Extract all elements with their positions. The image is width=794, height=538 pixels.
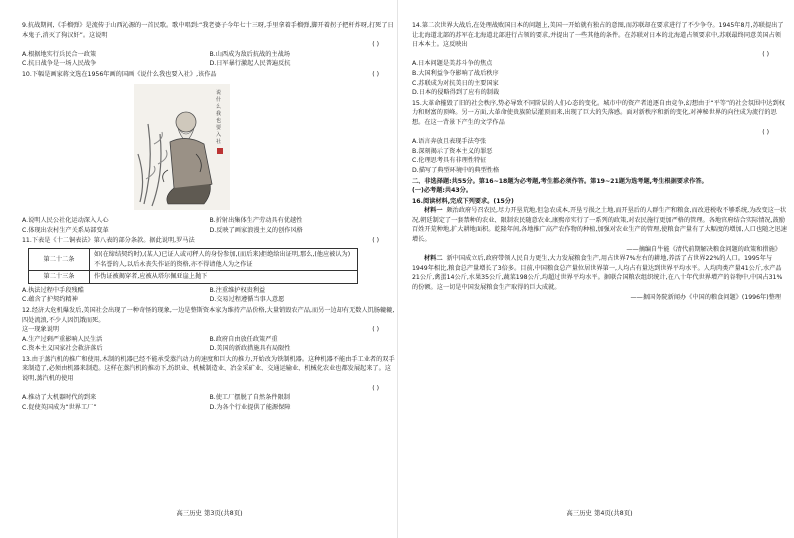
table-row (29, 248, 358, 270)
painting-illustration (134, 84, 230, 210)
answer-bracket: ( ) (372, 384, 379, 392)
option-a: A.执法过程中手段残酷 (22, 286, 84, 294)
option-d: D.日军暴行激起人民普遍反抗 (209, 60, 291, 68)
material-2-text: 新中国成立后,政府带领人民自力更生,大力发展粮食生产,用占世界7%左右的耕地,养活了占世界22%的人口。1995年与1949年相比,粮食总产量增长了3倍多。目前,中国粮食总产量位居世界第一,人均占有量达到世界平均水平。人均肉类产量41公斤,水产品21公斤,禽蛋14公斤,水果35公斤,蔬菜198公斤,均超过世界平均水平。据联合国粮农组织统计,在八十年代世界增产的谷物中,中国占31%的份额。这一切是中国发展粮食生产取得的巨大成就。 (412, 255, 783, 292)
question-13-stem: 13.由于蒸汽机的推广和使用,木制的机器已经不能承受蒸汽动力的速度和巨大的推力,开始改为铁制机器。这种机器不能由手工业者的双手来制造了,必须由机器来制造。这样在蒸汽机的推动下,纺织业、机械制造业、冶金采矿业、交通运输业、机械化农业也都发展起来了。这说明,蒸汽机的使用 (22, 355, 395, 383)
option-d: D.日本的侵略得到了应有的制裁 (412, 89, 500, 97)
material-2-label: 材料二 (424, 255, 443, 263)
material-1-source: ——摘编自牛能《清代前期解决粮食问题的政策和措施》 (626, 245, 781, 253)
page-footer: 高三历史 第4页(共8页) (566, 509, 633, 518)
clause-number: 第二十三条 (29, 271, 90, 284)
option-c: C.体现出农村生产关系局部变革 (22, 226, 109, 234)
option-c: C.蕴含了护契约精神 (22, 296, 78, 304)
material-1-label: 材料一 (424, 207, 443, 215)
question-16 (412, 197, 787, 303)
clause-text: 作伪证被揭穿者,应被从塔尔佩亚崖上抛下 (90, 271, 358, 284)
answer-bracket: ( ) (762, 50, 769, 58)
question-9-stem: 9.抗战期间,《手榴弹》是流传于山西沁源的一首民歌。歌中唱到:“我老婆子今年七十三呀,手里拿着手榴弹,脚开着拐子把杆炸呀,打死了日本鬼子,消灭了狗汉奸”。这说明 (22, 22, 394, 39)
option-d: D.为各个行业提供了能源保障 (209, 403, 291, 411)
option-a: A.说明人民公社化运动深入人心 (22, 217, 109, 225)
question-13 (22, 355, 397, 413)
option-d: D.美国的新政措施具有局限性 (209, 345, 291, 353)
answer-bracket: ( ) (762, 128, 769, 136)
svg-text:我: 我 (216, 110, 222, 117)
question-16-stem: 16.阅读材料,完成下列要求。(15分) (412, 197, 514, 205)
svg-text:要: 要 (216, 124, 222, 131)
svg-text:入: 入 (216, 131, 222, 138)
question-15 (412, 99, 787, 176)
exam-page-3 (22, 20, 397, 525)
painting-inscription-1: 说 (216, 89, 222, 96)
material-2-source: ——据国务院新闻办《中国的粮食问题》(1996年)整理 (630, 293, 781, 301)
option-c: C.促使英国成为“世界工厂” (22, 403, 97, 411)
question-15-stem: 15.大革命摧毁了旧的社会秩序,势必导致不同阶层的人们心态的变化。城市中的资产者追逐自由竞争,幻想由于“平等”的社会氛围中达到权力和财富的顶峰。另一方面,大革命使贵族阶层灌顶而来,出现了巨大的失落感。面对新秩序和新的变化,对神秘世界的向往成为流行的思想。在这一背景下产生的文学作品 (412, 99, 785, 126)
section-heading: 二、非选择题:共55分。第16~18题为必考题,考生都必须作答。第19~21题为选考题,考生根据要求作答。 (412, 177, 708, 185)
material-1-text: 颇治政府号召农民,尽力开垦荒地,但急农成本,开垦亏损之土地,而开垦后的人群生产和粮食,而改进税收不够系统,为改变这一状况,朝廷制定了一套禁种的农业、限制农民随意农业,康熙帝实行了一系列的政策,对农民施行更加严格的管理。各地官府结合实际情况,鼓励百姓开荒种地,扩大耕地面积。乾隆年间,各地推广高产农作物的种植,加强对农业生产的管理,使粮食产量有了大幅度的增加,人口也随之迅速增长。 (412, 207, 787, 244)
option-b: B.深刻揭示了资本主义的罪恶 (412, 147, 493, 155)
option-c: C.抗日战争是一场人民战争 (22, 60, 97, 68)
option-a: A.语言奔放且表现手法夸张 (412, 138, 487, 146)
question-14-stem: 14.第二次世界大战后,在处理战败国日本的问题上,美国一开始就有独占的意图,而苏联却在要求进行了不少争夺。1945年8月,苏联提出了让北海道北部的苏军在北海道北部进行占领的要求,并提出了一些其他的条件。在苏联对日本的北海道占领要求中,苏联最终同意美国占领日本本土。这反映出 (412, 22, 784, 49)
option-b: B.大国利益争夺影响了战后秩序 (412, 69, 499, 77)
svg-text:也: 也 (216, 117, 222, 124)
option-b: B.山西成为敌后抗战的主战场 (209, 50, 290, 58)
exam-page-4 (412, 20, 787, 525)
question-10 (22, 70, 397, 235)
svg-text:什: 什 (216, 96, 222, 103)
option-d: D.交易过程遵循当事人意愿 (209, 296, 285, 304)
option-b: B.注重维护权贵利益 (209, 286, 266, 294)
question-12-tail: 这一现象说明 (22, 326, 60, 334)
question-11 (22, 236, 397, 305)
option-c: C.苏联成为对抗美日的主要国家 (412, 79, 499, 87)
law-clauses-table (28, 248, 358, 284)
option-b: B.政府自由放任政策严重 (209, 335, 278, 343)
question-14 (412, 21, 787, 98)
option-a: A.生产过剩严重影响人民生活 (22, 335, 103, 343)
svg-text:社: 社 (216, 138, 222, 145)
question-10-stem: 10.下幅是画家蒋文选在1956年画的国画《说什么我也要入社》,该作品 (22, 70, 217, 78)
answer-bracket: ( ) (372, 41, 379, 49)
answer-bracket: ( ) (372, 70, 379, 78)
question-11-stem: 11.下表是《十二铜表法》第八表的部分条款。据此说明,罗马法 (22, 237, 195, 245)
answer-bracket: ( ) (372, 237, 379, 245)
table-row (29, 271, 358, 284)
clause-number: 第二十二条 (29, 248, 90, 270)
option-c: C.伦理思考具有非理性特征 (412, 157, 487, 165)
seal-stamp (217, 148, 223, 154)
option-d: D.描写了典型环境中的典型性格 (412, 166, 500, 174)
svg-text:么: 么 (216, 103, 222, 110)
page-fold-line (397, 0, 398, 538)
clause-text: 如(在缔结契约时),(某人)已证人或司秤人的身份参加,(而后来)拒绝给出证明,那么,(他应被认为)不名誉的人,以后永丧失作证的资格,亦不得请他人为之作证 (90, 248, 358, 270)
option-b: B.折射出集体生产劳动具有优越性 (209, 217, 303, 225)
option-d: D.反映了画家浪漫主义的创作风格 (209, 226, 303, 234)
page-footer: 高三历史 第3页(共8页) (176, 509, 243, 518)
option-b: B.使工厂摆脱了自然条件限制 (209, 394, 290, 402)
subsection-heading: (一)必考题:共43分。 (412, 187, 473, 195)
answer-bracket: ( ) (372, 326, 379, 334)
question-12 (22, 306, 397, 354)
question-12-stem: 12.经济大危机爆发后,美国社会出现了一种奇怪的现象,一边是整斯资本家为维持产品价格,大量销毁农产品,而另一边却有无数人饥肠辘辘,四处流浪,不少人因饥饿而死。 (22, 306, 395, 324)
option-a: A.日本问题是美苏斗争的焦点 (412, 60, 493, 68)
question-9 (22, 21, 397, 69)
option-a: A.根据地实行兵民合一政策 (22, 50, 97, 58)
option-a: A.推动了大机器时代的到来 (22, 394, 97, 402)
option-c: C.资本主义国家社会救济落后 (22, 345, 103, 353)
